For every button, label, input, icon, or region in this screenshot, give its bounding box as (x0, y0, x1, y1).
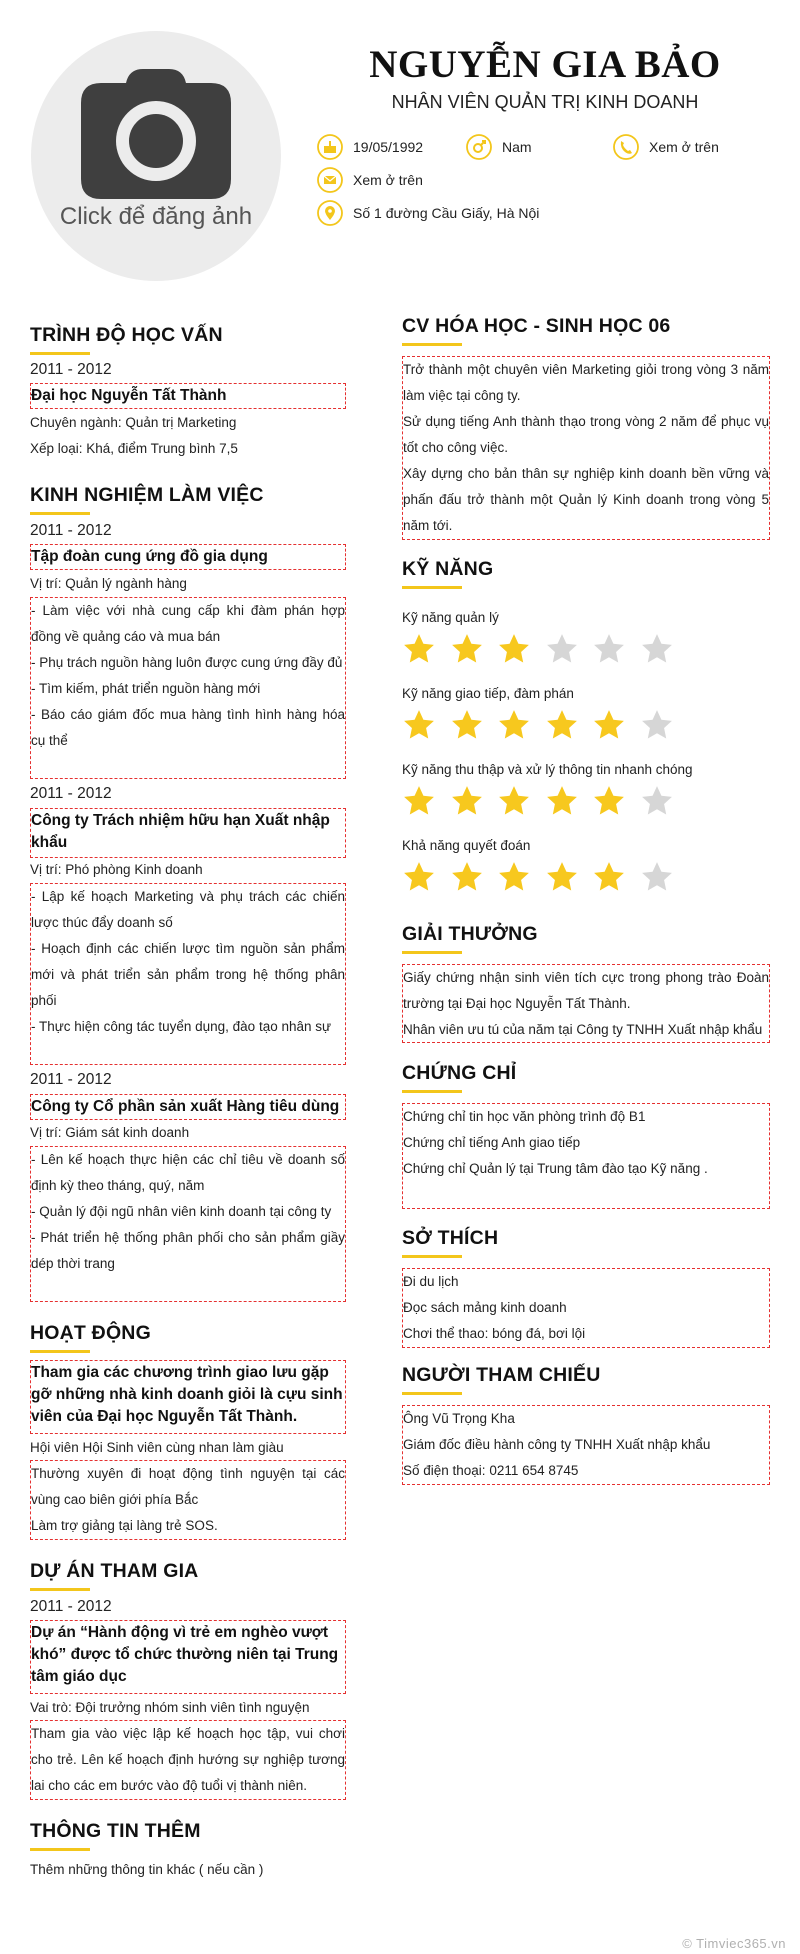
extra-info-text: Thêm những thông tin khác ( nếu cần ) (30, 1862, 264, 1877)
education-section (30, 324, 346, 355)
activity-headline-box[interactable] (30, 1360, 346, 1434)
star-empty-icon[interactable] (640, 708, 674, 742)
section-underline (402, 343, 462, 346)
gender-icon (466, 134, 492, 160)
project-details: Tham gia vào việc lập kế hoạch học tập, vui chơi cho trẻ. Lên kế hoạch định hướng sự nghiệp tương lai cho các em bước vào độ tuổi vị thành niên. (31, 1726, 345, 1793)
star-empty-icon[interactable] (640, 784, 674, 818)
education-year: 2011 - 2012 (30, 361, 112, 378)
address-value: Số 1 đường Cầu Giấy, Hà Nội (353, 205, 540, 221)
objective-box[interactable] (402, 356, 770, 540)
star-filled-icon[interactable] (402, 784, 436, 818)
birthday-info (317, 133, 423, 161)
experience-position: Vị trí: Quản lý ngành hàng (30, 576, 187, 591)
experience-details-box[interactable] (30, 883, 346, 1065)
candidate-name: NGUYỄN GIA BẢO (369, 43, 721, 86)
star-empty-icon[interactable] (545, 632, 579, 666)
experience-details-box[interactable] (30, 1146, 346, 1302)
experience-detail: - Phụ trách nguồn hàng luôn được cung ứng đầy đủ (31, 655, 343, 670)
star-filled-icon[interactable] (450, 860, 484, 894)
experience-detail: - Lập kế hoạch Marketing và phụ trách các chiến lược thúc đẩy doanh số (31, 889, 345, 930)
activity-detail: Làm trợ giảng tại làng trẻ SOS. (31, 1518, 218, 1533)
skill-rating[interactable] (402, 860, 687, 894)
company-name: Tập đoàn cung ứng đồ gia dụng (31, 548, 268, 565)
star-filled-icon[interactable] (402, 860, 436, 894)
activities-section (30, 1322, 346, 1353)
reference-line: Ông Vũ Trọng Kha (403, 1411, 515, 1426)
gender-info (466, 133, 532, 161)
objective-section (402, 315, 770, 346)
company-name: Công ty Trách nhiệm hữu hạn Xuất nhập khẩu (31, 812, 330, 851)
section-underline (402, 1255, 462, 1258)
star-filled-icon[interactable] (545, 708, 579, 742)
experience-year: 2011 - 2012 (30, 785, 112, 802)
activity-detail: Thường xuyên đi hoạt động tình nguyện tại các vùng cao biên giới phía Bắc (31, 1466, 345, 1507)
profile-photo-upload[interactable] (31, 31, 281, 281)
skill-name: Kỹ năng quản lý (402, 610, 499, 625)
skill-rating[interactable] (402, 784, 687, 818)
section-underline (402, 1392, 462, 1395)
project-year: 2011 - 2012 (30, 1598, 112, 1615)
certificate-line: Chứng chỉ Quản lý tại Trung tâm đào tạo Kỹ năng . (403, 1161, 708, 1176)
skills-section (402, 558, 770, 589)
hobby-line: Đọc sách mảng kinh doanh (403, 1300, 567, 1315)
section-underline (30, 512, 90, 515)
star-empty-icon[interactable] (640, 860, 674, 894)
section-underline (30, 1588, 90, 1591)
company-box[interactable] (30, 808, 346, 858)
section-title: CHỨNG CHỈ (402, 1062, 517, 1084)
star-filled-icon[interactable] (592, 784, 626, 818)
section-title: GIẢI THƯỞNG (402, 923, 538, 945)
location-icon (317, 200, 343, 226)
awards-section (402, 923, 770, 954)
experience-detail: - Quản lý đội ngũ nhân viên kinh doanh tại công ty (31, 1204, 332, 1219)
skill-name: Khả năng quyết đoán (402, 838, 531, 853)
star-filled-icon[interactable] (402, 632, 436, 666)
education-grade: Xếp loại: Khá, điểm Trung bình 7,5 (30, 441, 238, 456)
gender-value: Nam (502, 139, 532, 155)
project-details-box[interactable] (30, 1720, 346, 1800)
phone-info (613, 133, 719, 161)
activity-details-box[interactable] (30, 1460, 346, 1540)
references-section (402, 1364, 770, 1395)
objective-line: Xây dựng cho bản thân sự nghiệp kinh doanh bền vững và phấn đấu trở thành một Quản lý Kinh doanh trong vòng 5 năm tới. (403, 466, 769, 533)
certificate-line: Chứng chỉ tiếng Anh giao tiếp (403, 1135, 581, 1150)
hobbies-box[interactable] (402, 1268, 770, 1348)
star-empty-icon[interactable] (592, 632, 626, 666)
section-title: TRÌNH ĐỘ HỌC VẤN (30, 324, 223, 346)
activity-role: Hội viên Hội Sinh viên cùng nhan làm giàu (30, 1440, 284, 1455)
watermark: © Timviec365.vn (682, 1936, 786, 1951)
experience-detail: - Làm việc với nhà cung cấp khi đàm phán hợp đồng về quảng cáo và mua bán (31, 603, 345, 644)
award-line: Nhân viên ưu tú của năm tại Công ty TNHH Xuất nhập khẩu (403, 1022, 763, 1037)
reference-line: Số điện thoại: 0211 654 8745 (403, 1463, 579, 1478)
projects-section (30, 1560, 346, 1591)
star-filled-icon[interactable] (497, 860, 531, 894)
job-title: NHÂN VIÊN QUẢN TRỊ KINH DOANH (391, 92, 699, 112)
certificate-line: Chứng chỉ tin học văn phòng trình độ B1 (403, 1109, 646, 1124)
section-title: SỞ THÍCH (402, 1227, 499, 1249)
experience-position: Vị trí: Giám sát kinh doanh (30, 1125, 190, 1140)
experience-detail: - Tìm kiếm, phát triển nguồn hàng mới (31, 681, 261, 696)
star-filled-icon[interactable] (450, 784, 484, 818)
star-filled-icon[interactable] (592, 860, 626, 894)
photo-caption: Click để đăng ảnh (59, 203, 253, 230)
star-filled-icon[interactable] (497, 632, 531, 666)
birthday-cake-icon (317, 134, 343, 160)
section-underline (402, 1090, 462, 1093)
extra-info-section (30, 1820, 346, 1851)
award-line: Giấy chứng nhận sinh viên tích cực trong phong trào Đoàn trường tại Đại học Nguyễn Tất Thành. (403, 970, 769, 1011)
phone-value: Xem ở trên (649, 139, 719, 155)
school-box[interactable] (30, 383, 346, 409)
experience-year: 2011 - 2012 (30, 522, 112, 539)
experience-detail: - Lên kế hoạch thực hiện các chỉ tiêu về doanh số định kỳ theo tháng, quý, năm (31, 1152, 345, 1193)
certificates-section (402, 1062, 770, 1093)
star-filled-icon[interactable] (450, 708, 484, 742)
certificates-box[interactable] (402, 1103, 770, 1209)
company-name: Công ty Cổ phần sản xuất Hàng tiêu dùng (31, 1098, 340, 1115)
section-title: KINH NGHIỆM LÀM VIỆC (30, 484, 264, 506)
experience-detail: - Báo cáo giám đốc mua hàng tình hình hàng hóa cụ thể (31, 707, 345, 748)
company-box[interactable] (30, 544, 346, 570)
activity-headline: Tham gia các chương trình giao lưu gặp gỡ những nhà kinh doanh giỏi là cựu sinh viên của Đại học Nguyễn Tất Thành. (31, 1364, 343, 1425)
section-underline (30, 1848, 90, 1851)
email-icon (317, 167, 343, 193)
section-title: NGƯỜI THAM CHIẾU (402, 1364, 601, 1386)
experience-detail: - Thực hiện công tác tuyển dụng, đào tạo nhân sự (31, 1019, 332, 1034)
section-title: CV HÓA HỌC - SINH HỌC 06 (402, 315, 671, 337)
section-title: DỰ ÁN THAM GIA (30, 1560, 199, 1582)
experience-detail: - Phát triển hệ thống phân phối cho sản phẩm giầy dép thời trang (31, 1230, 345, 1271)
project-name: Dự án “Hành động vì trẻ em nghèo vượt khó” được tổ chức thường niên tại Trung tâm giáo dục (31, 1624, 339, 1685)
section-underline (402, 586, 462, 589)
experience-details-box[interactable] (30, 597, 346, 779)
project-role: Vai trò: Đội trưởng nhóm sinh viên tình nguyện (30, 1700, 310, 1715)
school-name: Đại học Nguyễn Tất Thành (31, 387, 227, 404)
star-filled-icon[interactable] (402, 708, 436, 742)
experience-position: Vị trí: Phó phòng Kinh doanh (30, 862, 203, 877)
star-empty-icon[interactable] (640, 632, 674, 666)
star-filled-icon[interactable] (497, 784, 531, 818)
hobby-line: Chơi thể thao: bóng đá, bơi lội (403, 1326, 586, 1341)
camera-icon (81, 69, 231, 199)
section-underline (30, 1350, 90, 1353)
skill-name: Kỹ năng thu thập và xử lý thông tin nhanh chóng (402, 762, 693, 777)
experience-section (30, 484, 346, 515)
birthday-value: 19/05/1992 (353, 139, 424, 155)
section-title: THÔNG TIN THÊM (30, 1820, 201, 1842)
star-filled-icon[interactable] (450, 632, 484, 666)
objective-line: Sử dụng tiếng Anh thành thạo trong vòng 2 năm để phục vụ tốt cho công việc. (403, 414, 769, 455)
star-filled-icon[interactable] (497, 708, 531, 742)
email-value: Xem ở trên (353, 172, 423, 188)
reference-line: Giám đốc điều hành công ty TNHH Xuất nhập khẩu (403, 1437, 711, 1452)
section-underline (402, 951, 462, 954)
section-title: KỸ NĂNG (402, 558, 494, 580)
education-major: Chuyên ngành: Quản trị Marketing (30, 415, 237, 430)
address-info (317, 199, 539, 227)
star-filled-icon[interactable] (545, 860, 579, 894)
company-box[interactable] (30, 1094, 346, 1120)
email-info (317, 166, 423, 194)
references-box[interactable] (402, 1405, 770, 1485)
experience-year: 2011 - 2012 (30, 1071, 112, 1088)
skill-rating[interactable] (402, 708, 687, 742)
section-title: HOẠT ĐỘNG (30, 1322, 151, 1344)
star-filled-icon[interactable] (545, 784, 579, 818)
phone-icon (613, 134, 639, 160)
experience-detail: - Hoạch định các chiến lược tìm nguồn sản phẩm mới và phát triển sản phẩm trong hệ thống phân phối (31, 941, 345, 1008)
section-underline (30, 352, 90, 355)
hobbies-section (402, 1227, 770, 1258)
skill-rating[interactable] (402, 632, 687, 666)
awards-box[interactable] (402, 964, 770, 1043)
hobby-line: Đi du lịch (403, 1274, 459, 1289)
star-filled-icon[interactable] (592, 708, 626, 742)
objective-line: Trở thành một chuyên viên Marketing giỏi trong vòng 3 năm làm việc tại công ty. (403, 362, 769, 403)
skill-name: Kỹ năng giao tiếp, đàm phán (402, 686, 574, 701)
project-name-box[interactable] (30, 1620, 346, 1694)
